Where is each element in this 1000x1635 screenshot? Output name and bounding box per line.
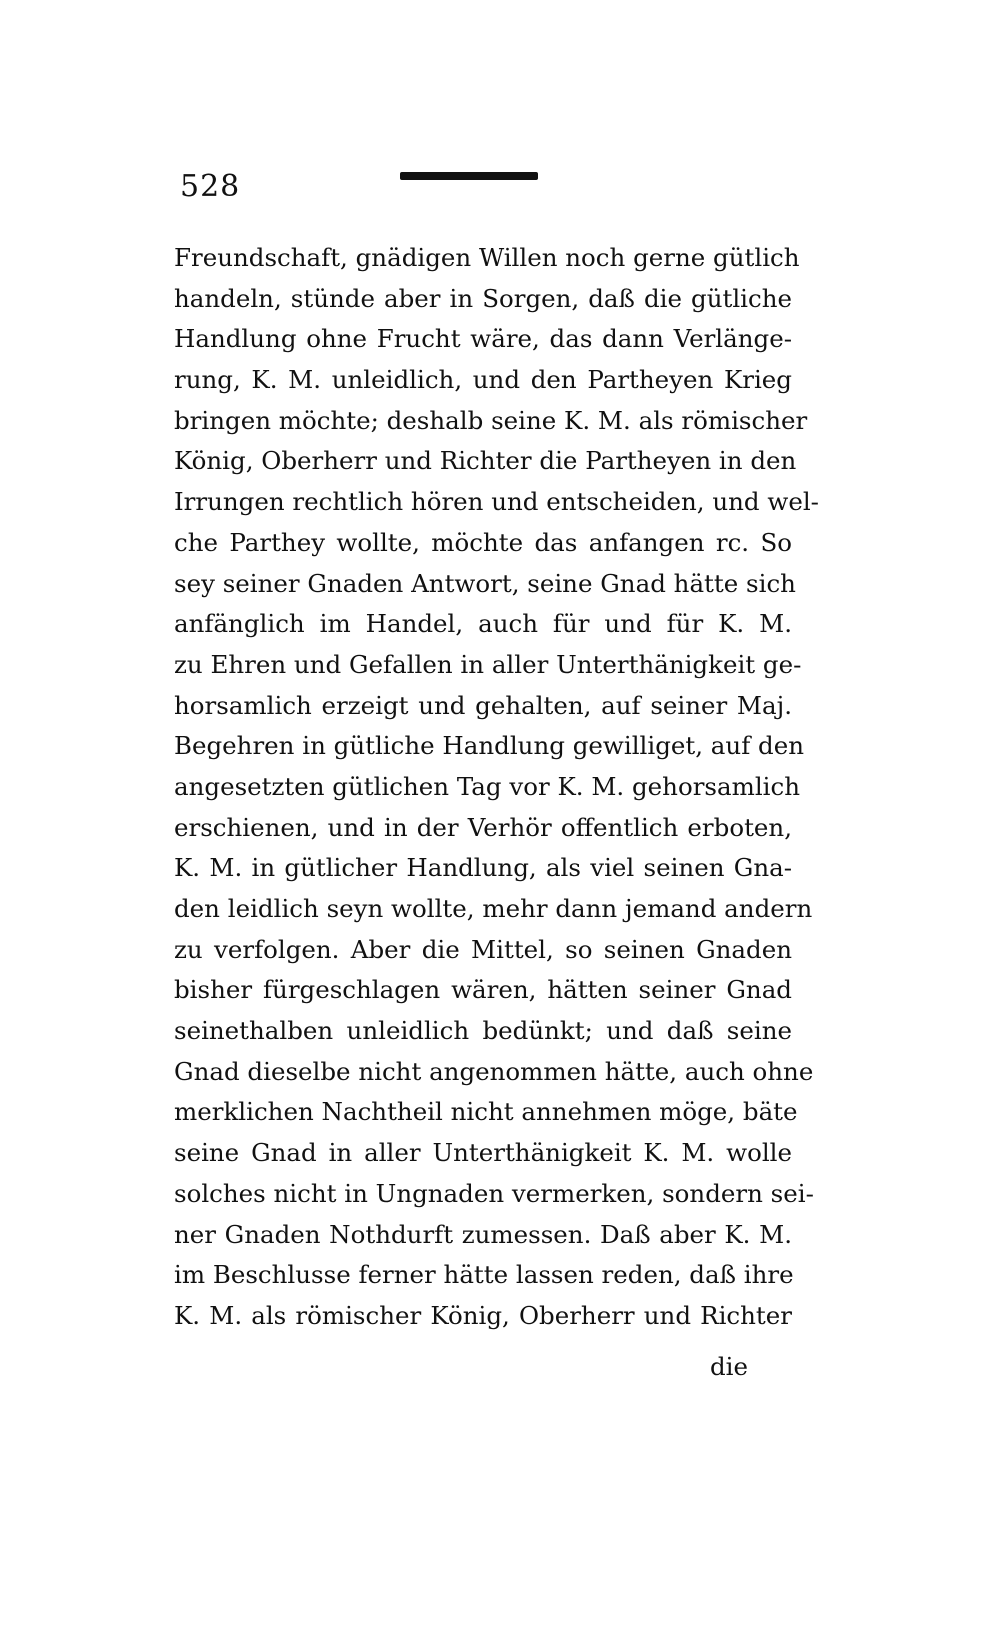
text-line: zu verfolgen. Aber die Mittel, so seinen Gnaden xyxy=(174,934,792,964)
text-line: erschienen, und in der Verhör offentlich erboten, xyxy=(174,812,792,842)
text-line: Begehren in gütliche Handlung gewilliget, auf den xyxy=(174,731,805,761)
text-line: seinethalben unleidlich bedünkt; und daß seine xyxy=(174,1016,792,1046)
text-line: bringen möchte; deshalb seine K. M. als römischer xyxy=(174,405,808,435)
text-line: handeln, stünde aber in Sorgen, daß die gütliche xyxy=(174,283,792,313)
text-line: merklichen Nachtheil nicht annehmen möge, bäte xyxy=(174,1097,798,1127)
text-line: seine Gnad in aller Unterthänigkeit K. M. wolle xyxy=(174,1138,792,1168)
text-line: Gnad dieselbe nicht angenommen hätte, auch ohne xyxy=(174,1056,814,1086)
header-rule xyxy=(400,172,538,180)
text-line: horsamlich erzeigt und gehalten, auf seiner Maj. xyxy=(174,690,792,720)
text-line: den leidlich seyn wollte, mehr dann jemand andern xyxy=(174,894,813,923)
text-line: König, Oberherr und Richter die Partheyen in den xyxy=(174,446,797,476)
text-line: K. M. als römischer König, Oberherr und Richter xyxy=(174,1300,792,1330)
text-line: sey seiner Gnaden Antwort, seine Gnad hätte sich xyxy=(174,568,796,598)
text-line: K. M. in gütlicher Handlung, als viel seinen Gna- xyxy=(174,853,792,883)
text-line: ner Gnaden Nothdurft zumessen. Daß aber K. M. xyxy=(174,1219,792,1249)
text-line: angesetzten gütlichen Tag vor K. M. gehorsamlich xyxy=(174,771,801,801)
text-line: anfänglich im Handel, auch für und für K. M. xyxy=(174,609,792,639)
text-line: im Beschlusse ferner hätte lassen reden, daß ihre xyxy=(174,1260,794,1290)
text-line: rung, K. M. unleidlich, und den Partheyen Krieg xyxy=(174,365,792,395)
body-text xyxy=(174,238,819,1337)
text-line: zu Ehren und Gefallen in aller Unterthänigkeit ge- xyxy=(174,649,802,679)
text-line: Irrungen rechtlich hören und entscheiden, und wel- xyxy=(174,487,819,517)
page-number: 528 xyxy=(180,169,241,204)
text-line: solches nicht in Ungnaden vermerken, sondern sei- xyxy=(174,1178,814,1208)
text-line: Handlung ohne Frucht wäre, das dann Verlänge- xyxy=(174,324,792,354)
text-line: che Parthey wollte, möchte das anfangen rc. So xyxy=(174,527,792,557)
catchword: die xyxy=(710,1352,749,1381)
text-line: Freundschaft, gnädigen Willen noch gerne gütlich xyxy=(174,243,800,272)
text-line: bisher fürgeschlagen wären, hätten seiner Gnad xyxy=(174,975,792,1005)
